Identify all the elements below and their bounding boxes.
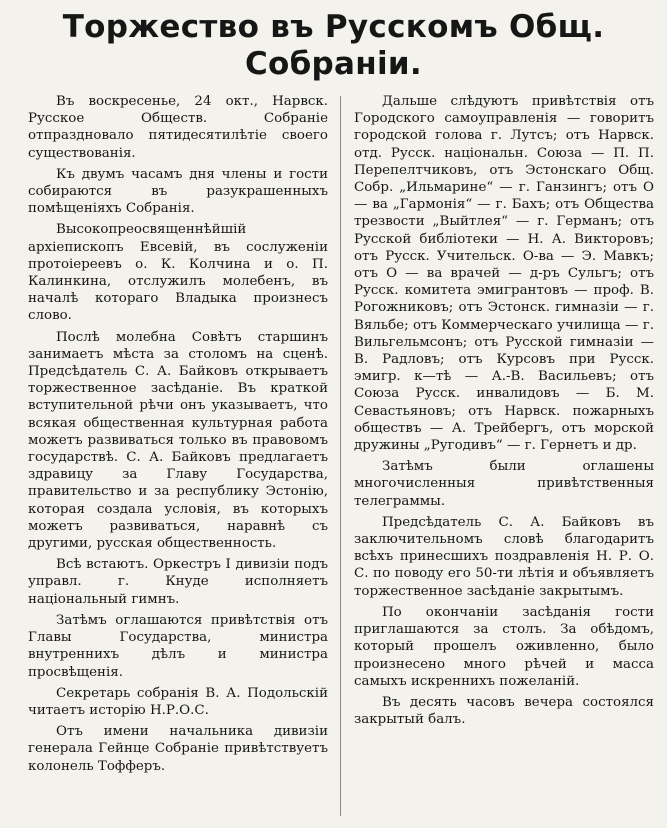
article-headline <box>0 0 667 83</box>
paragraph: Предсѣдатель С. А. Байковъ въ заключительномъ словѣ благодаритъ всѣхъ принесшихъ поздравленія Н. Р. О. С. по поводу его 50-ти лѣтія и объявляетъ торжественное засѣданіе закрытымъ. <box>354 514 654 599</box>
paragraph: Секретарь собранія В. А. Подольскій читаетъ исторію Н.Р.О.С. <box>28 685 328 718</box>
paragraph: Къ двумъ часамъ дня члены и гости собираются въ разукрашенныхъ помѣщеніяхъ Собранія. <box>28 166 328 217</box>
article-body <box>28 93 654 779</box>
paragraph: Дальше слѣдуютъ привѣтствія отъ Городского самоуправленія — говоритъ городской голова г. Лутсъ; отъ Нарвск. отд. Русск. національн. Союза — П. П. Перепелтчиковъ, отъ Эстонскаго Общ. Собр. „Ильмарине“ — г. Ганзингъ; отъ О — ва „Гармонія“ — г. Бахъ; отъ Общества трезвости „Выйтлея“ — г. Германъ; отъ Русской библіотеки — Н. А. Викторовъ; отъ Русск. Учительск. О-ва — Э. Мавкъ; отъ О — ва врачей — д-ръ Сульгъ; отъ Русск. комитета эмигрантовъ — проф. В. Рогожниковъ; отъ Эстонск. гимназіи — г. Вяльбе; отъ Коммерческаго училища — г. Вильгельмсонъ; отъ Русской гимназіи — В. Радловъ; отъ Курсовъ при Русск. эмигр. к—тѣ — А.-В. Васильевъ; отъ Союза Русск. инвалидовъ — Б. М. Севастьяновъ; отъ Нарвск. пожарныхъ обществъ — А. Трейбергъ, отъ морской дружины „Ругодивъ“ — г. Гернетъ и др. <box>354 94 654 454</box>
right-column <box>354 93 654 779</box>
paragraph: Высокопреосвященнѣйшій архіепископъ Евсевій, въ сослуженіи протоіереевъ о. К. Колчина и о. П. Калинкина, отслужилъ молебенъ, въ началѣ котораго Владыка произнесъ слово. <box>28 222 328 324</box>
paragraph: Въ воскресенье, 24 окт., Нарвск. Русское Обществ. Собраніе отпраздновало пятидесятилѣтіе своего существованія. <box>28 94 328 161</box>
headline-line-2: Собраніи. <box>244 46 423 82</box>
paragraph: Отъ имени начальника дивизіи генерала Гейнце Собраніе привѣтствуетъ колонель Тофферъ. <box>28 724 328 774</box>
paragraph: Всѣ встаютъ. Оркестръ I дивизіи подъ управл. г. Кнуде исполняетъ національный гимнъ. <box>28 557 328 607</box>
paragraph: Затѣмъ были оглашены многочисленныя привѣтственныя телеграммы. <box>354 459 654 509</box>
paragraph: Затѣмъ оглашаются привѣтствія отъ Главы Государства, министра внутреннихъ дѣлъ и министра просвѣщенія. <box>28 612 328 680</box>
paragraph: Послѣ молебна Совѣтъ старшинъ занимаетъ мѣста за столомъ на сценѣ. Предсѣдатель С. А. Байковъ открываетъ торжественное засѣданіе. Въ краткой вступительной рѣчи онъ указываетъ, что всякая общественная культурная работа можетъ развиваться только въ правовомъ государствѣ. С. А. Байковъ предлагаетъ здравицу за Главу Государства, правительство и за республику Эстонію, которая создала условія, въ которыхъ можетъ развиваться, наравнѣ съ другими, русская общественность. <box>28 329 328 552</box>
headline-line-1: Торжество въ Русскомъ Общ. <box>62 9 605 45</box>
paragraph: По окончаніи засѣданія гости приглашаются за столъ. За обѣдомъ, который прошелъ оживленно, было произнесено много рѣчей и масса самыхъ искреннихъ пожеланій. <box>354 604 654 689</box>
paragraph: Въ десять часовъ вечера состоялся закрытый балъ. <box>354 694 654 728</box>
left-column <box>28 93 328 779</box>
